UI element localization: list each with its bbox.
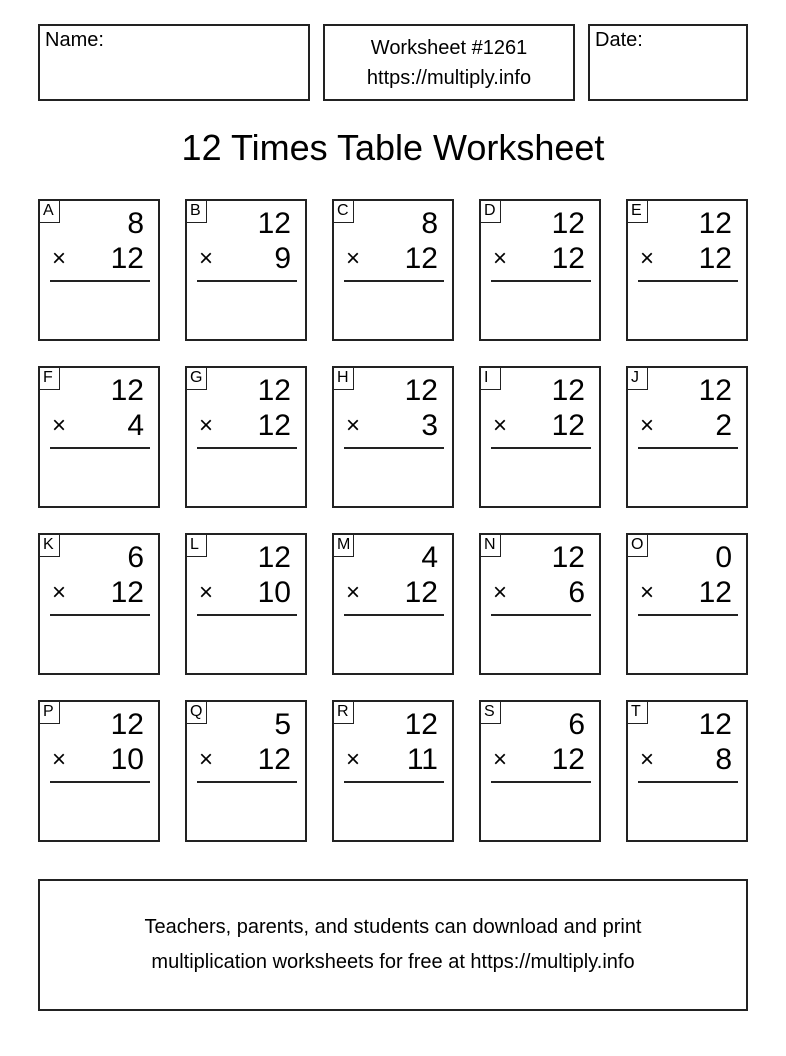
answer-line [638, 280, 738, 282]
multiplier: 12 [110, 242, 144, 275]
multiply-sign: × [493, 746, 508, 773]
multiply-sign: × [346, 412, 361, 439]
problem-letter: E [628, 201, 648, 223]
answer-line [50, 614, 150, 616]
multiply-sign: × [640, 746, 655, 773]
problem-k[interactable] [38, 533, 160, 675]
multiply-sign: × [199, 245, 214, 272]
answer-line [638, 447, 738, 449]
multiply-sign: × [493, 412, 508, 439]
problem-letter: P [40, 702, 60, 724]
worksheet-info-box [323, 24, 575, 101]
answer-line [344, 614, 444, 616]
problem-letter: T [628, 702, 648, 724]
answer-line [344, 781, 444, 783]
multiply-sign: × [640, 579, 655, 606]
footer-line-1: Teachers, parents, and students can download and print [144, 916, 642, 938]
multiplier: 10 [257, 576, 291, 609]
multiplier: 12 [551, 242, 585, 275]
multiplicand: 12 [257, 207, 291, 240]
multiplier: 11 [406, 743, 438, 776]
multiplicand: 5 [274, 708, 291, 741]
problem-b[interactable] [185, 199, 307, 341]
problem-i[interactable] [479, 366, 601, 508]
problem-grid [38, 199, 748, 842]
problem-letter: I [481, 368, 501, 390]
multiply-sign: × [199, 579, 214, 606]
problem-letter: M [334, 535, 354, 557]
problem-p[interactable] [38, 700, 160, 842]
answer-line [197, 781, 297, 783]
multiplier: 12 [404, 242, 438, 275]
multiplier: 6 [568, 576, 585, 609]
problem-letter: L [187, 535, 207, 557]
multiplier: 3 [421, 409, 438, 442]
problem-letter: H [334, 368, 354, 390]
multiply-sign: × [199, 412, 214, 439]
answer-line [638, 614, 738, 616]
multiplicand: 12 [551, 374, 585, 407]
problem-e[interactable] [626, 199, 748, 341]
answer-line [50, 280, 150, 282]
worksheet-number: Worksheet #1261 [370, 36, 528, 59]
problem-a[interactable] [38, 199, 160, 341]
name-label: Name: [45, 29, 104, 51]
multiplier: 12 [110, 576, 144, 609]
multiplicand: 12 [110, 708, 144, 741]
problem-letter: F [40, 368, 60, 390]
multiplier: 12 [551, 743, 585, 776]
multiply-sign: × [346, 746, 361, 773]
answer-line [50, 447, 150, 449]
problem-q[interactable] [185, 700, 307, 842]
multiplicand: 12 [698, 374, 732, 407]
answer-line [197, 614, 297, 616]
answer-line [491, 280, 591, 282]
multiplicand: 4 [421, 541, 438, 574]
multiplicand: 12 [404, 374, 438, 407]
problem-letter: O [628, 535, 648, 557]
multiplicand: 0 [715, 541, 732, 574]
multiplicand: 6 [568, 708, 585, 741]
multiplier: 12 [257, 409, 291, 442]
problem-g[interactable] [185, 366, 307, 508]
multiplicand: 6 [127, 541, 144, 574]
multiplicand: 12 [551, 541, 585, 574]
multiply-sign: × [52, 746, 67, 773]
problem-t[interactable] [626, 700, 748, 842]
problem-letter: Q [187, 702, 207, 724]
problem-j[interactable] [626, 366, 748, 508]
multiply-sign: × [52, 579, 67, 606]
multiply-sign: × [52, 245, 67, 272]
answer-line [491, 614, 591, 616]
problem-letter: B [187, 201, 207, 223]
answer-line [491, 447, 591, 449]
problem-letter: G [187, 368, 207, 390]
date-box [588, 24, 748, 101]
multiplier: 12 [698, 576, 732, 609]
multiply-sign: × [493, 245, 508, 272]
multiplier: 12 [551, 409, 585, 442]
problem-letter: R [334, 702, 354, 724]
problem-m[interactable] [332, 533, 454, 675]
multiply-sign: × [493, 579, 508, 606]
multiplicand: 12 [404, 708, 438, 741]
multiplicand: 8 [127, 207, 144, 240]
problem-r[interactable] [332, 700, 454, 842]
multiplier: 10 [110, 743, 144, 776]
problem-h[interactable] [332, 366, 454, 508]
date-label: Date: [595, 29, 643, 51]
problem-letter: N [481, 535, 501, 557]
multiply-sign: × [52, 412, 67, 439]
page-title: 12 Times Table Worksheet [181, 127, 605, 168]
multiplier: 9 [274, 242, 291, 275]
multiplier: 12 [698, 242, 732, 275]
problem-n[interactable] [479, 533, 601, 675]
multiplier: 12 [404, 576, 438, 609]
problem-l[interactable] [185, 533, 307, 675]
footer-line-2: multiplication worksheets for free at https://multiply.info [151, 951, 635, 973]
problem-letter: J [628, 368, 648, 390]
multiplier: 2 [715, 409, 732, 442]
multiplicand: 12 [257, 541, 291, 574]
problem-s[interactable] [479, 700, 601, 842]
answer-line [344, 447, 444, 449]
worksheet-url: https://multiply.info [366, 66, 532, 89]
answer-line [344, 280, 444, 282]
multiplicand: 8 [421, 207, 438, 240]
footer-box [38, 879, 748, 1011]
multiplier: 12 [257, 743, 291, 776]
multiply-sign: × [346, 245, 361, 272]
problem-letter: K [40, 535, 60, 557]
name-box [38, 24, 310, 101]
answer-line [491, 781, 591, 783]
problem-d[interactable] [479, 199, 601, 341]
problem-c[interactable] [332, 199, 454, 341]
multiplicand: 12 [698, 207, 732, 240]
multiplicand: 12 [698, 708, 732, 741]
answer-line [197, 280, 297, 282]
multiply-sign: × [346, 579, 361, 606]
multiplicand: 12 [257, 374, 291, 407]
problem-letter: S [481, 702, 501, 724]
problem-letter: A [40, 201, 60, 223]
problem-letter: C [334, 201, 354, 223]
problem-letter: D [481, 201, 501, 223]
answer-line [50, 781, 150, 783]
multiply-sign: × [199, 746, 214, 773]
multiply-sign: × [640, 412, 655, 439]
problem-o[interactable] [626, 533, 748, 675]
problem-f[interactable] [38, 366, 160, 508]
multiplicand: 12 [110, 374, 144, 407]
answer-line [197, 447, 297, 449]
multiplier: 4 [127, 409, 144, 442]
multiplicand: 12 [551, 207, 585, 240]
multiply-sign: × [640, 245, 655, 272]
multiplier: 8 [715, 743, 732, 776]
answer-line [638, 781, 738, 783]
